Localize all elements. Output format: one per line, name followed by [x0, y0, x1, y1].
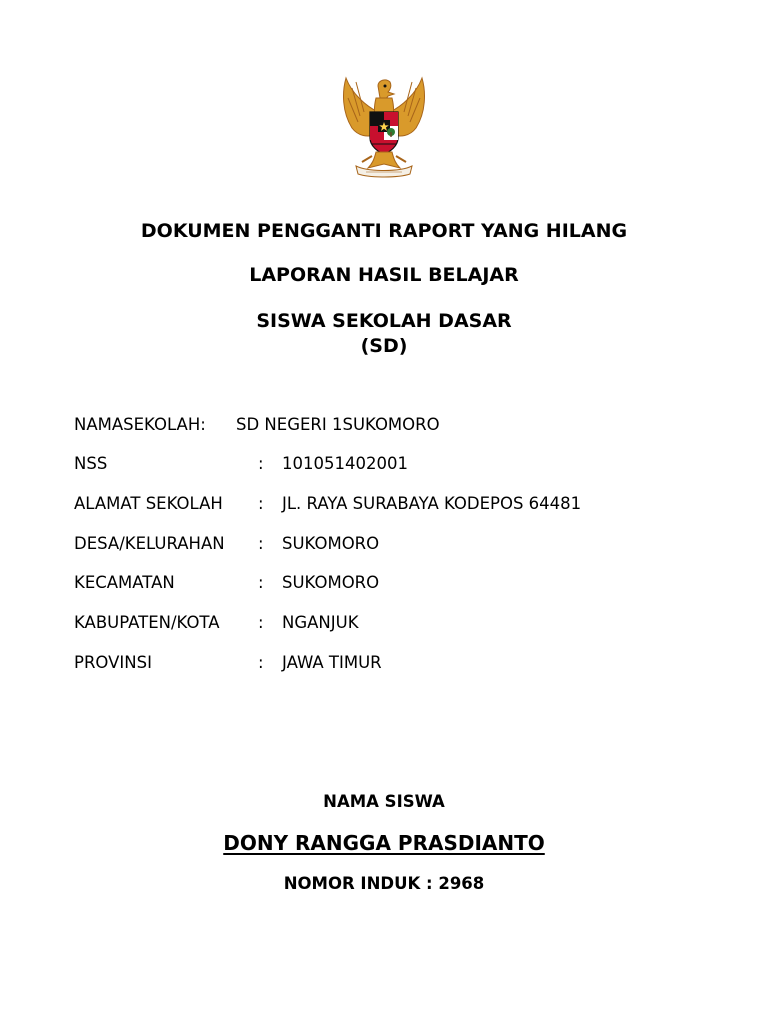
student-number: NOMOR INDUK : 2968	[283, 874, 485, 893]
field-label: ALAMAT SEKOLAH	[74, 494, 223, 513]
school-level-title: SISWA SEKOLAH DASAR	[256, 310, 512, 332]
field-value: 101051402001	[282, 454, 408, 473]
student-name-label: NAMA SISWA	[323, 792, 445, 811]
field-label: PROVINSI	[74, 653, 152, 672]
field-label: KECAMATAN	[74, 573, 175, 592]
field-label: DESA/KELURAHAN	[74, 534, 225, 553]
student-name: DONY RANGGA PRASDIANTO	[223, 831, 545, 855]
field-value: NGANJUK	[282, 613, 359, 632]
field-separator: :	[258, 534, 264, 553]
field-separator: :	[258, 573, 264, 592]
field-label: KABUPATEN/KOTA	[74, 613, 220, 632]
school-level-abbr: (SD)	[360, 335, 408, 357]
field-separator: :	[258, 613, 264, 632]
field-value: SUKOMORO	[282, 573, 380, 592]
field-label: NAMASEKOLAH:	[74, 415, 206, 434]
field-separator: :	[258, 653, 264, 672]
field-value: JAWA TIMUR	[282, 653, 382, 672]
garuda-emblem-icon	[338, 72, 430, 180]
document-title: DOKUMEN PENGGANTI RAPORT YANG HILANG	[140, 220, 628, 242]
field-value: JL. RAYA SURABAYA KODEPOS 64481	[282, 494, 582, 513]
field-value: SUKOMORO	[282, 534, 380, 553]
report-subtitle: LAPORAN HASIL BELAJAR	[249, 264, 519, 286]
field-value: SD NEGERI 1SUKOMORO	[236, 415, 440, 434]
field-label: NSS	[74, 454, 108, 473]
field-separator: :	[258, 494, 264, 513]
field-separator: :	[258, 454, 264, 473]
